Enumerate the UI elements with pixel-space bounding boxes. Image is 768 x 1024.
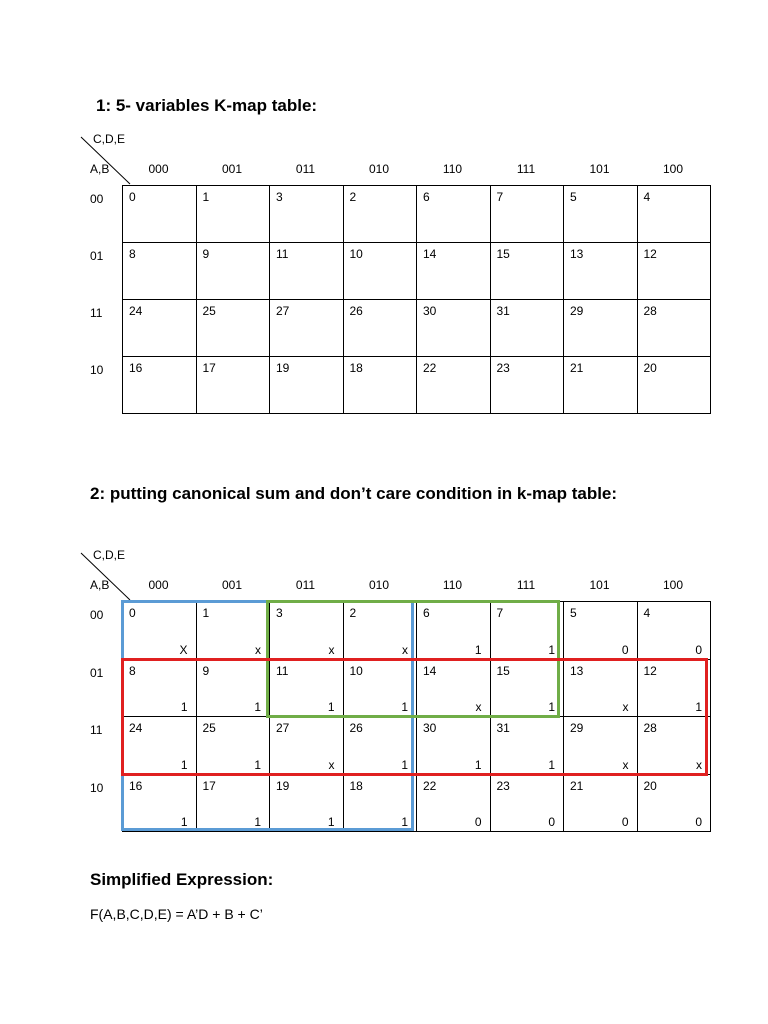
cell-minterm-number: 13 xyxy=(570,247,584,261)
column-header: 001 xyxy=(221,578,243,592)
cell-minterm-number: 11 xyxy=(276,247,289,261)
cell-minterm-number: 0 xyxy=(129,606,136,620)
section1-title: 1: 5- variables K-map table: xyxy=(96,96,318,115)
cell-output-value: 1 xyxy=(180,757,188,772)
kmap-cell xyxy=(123,300,197,357)
cell-minterm-number: 4 xyxy=(643,606,651,620)
cell-output-value: 1 xyxy=(548,642,555,657)
kmap-cell xyxy=(637,774,711,832)
cell-output-value: 1 xyxy=(474,642,482,657)
cell-output-value: 1 xyxy=(401,815,408,829)
cell-output-value: 1 xyxy=(695,700,702,714)
kmap-cell xyxy=(270,243,344,300)
cell-minterm-number: 30 xyxy=(423,721,437,735)
kmap-cell xyxy=(343,357,417,414)
kmap-cell xyxy=(564,300,638,357)
cell-output-value: 1 xyxy=(254,815,261,829)
cell-minterm-number: 18 xyxy=(349,361,363,375)
column-header: 101 xyxy=(589,162,610,176)
cell-minterm-number: 13 xyxy=(570,663,584,678)
cell-output-value: X xyxy=(179,642,188,657)
cell-minterm-number: 14 xyxy=(423,663,437,678)
kmap-cell xyxy=(196,186,270,243)
cell-minterm-number: 0 xyxy=(129,190,136,204)
kmap-cell xyxy=(270,300,344,357)
cell-minterm-number: 5 xyxy=(570,190,577,204)
kmap-cell xyxy=(417,300,491,357)
cell-minterm-number: 30 xyxy=(423,304,437,318)
kmap-cell xyxy=(123,243,197,300)
kmap1-corner-top-label: C,D,E xyxy=(93,132,126,146)
column-header: 001 xyxy=(221,162,243,176)
cell-minterm-number: 5 xyxy=(570,606,577,620)
cell-output-value: x xyxy=(328,642,335,657)
kmap-cell xyxy=(564,357,638,414)
cell-output-value: 1 xyxy=(401,757,408,772)
cell-minterm-number: 22 xyxy=(423,361,437,375)
cell-minterm-number: 28 xyxy=(643,721,657,735)
table-row xyxy=(123,243,711,300)
row-header: 00 xyxy=(90,608,104,622)
cell-output-value: 1 xyxy=(254,700,261,714)
cell-minterm-number: 15 xyxy=(496,247,510,261)
cell-minterm-number: 26 xyxy=(349,721,363,735)
kmap-cell xyxy=(417,774,491,832)
kmap2-corner-top-label: C,D,E xyxy=(93,548,126,562)
kmap-cell xyxy=(343,243,417,300)
table-row xyxy=(123,186,711,243)
row-header: 00 xyxy=(90,192,104,206)
cell-output-value: x xyxy=(696,757,702,772)
kmap-cell xyxy=(637,243,711,300)
row-header: 10 xyxy=(90,780,104,795)
column-header: 111 xyxy=(516,162,536,176)
kmap-cell xyxy=(196,357,270,414)
cell-minterm-number: 21 xyxy=(570,778,584,793)
kmap-cell xyxy=(123,186,197,243)
cell-minterm-number: 23 xyxy=(496,361,510,375)
cell-output-value: x xyxy=(328,757,335,772)
cell-output-value: x xyxy=(622,700,629,714)
cell-minterm-number: 10 xyxy=(349,663,363,678)
kmap-cell xyxy=(564,243,638,300)
cell-output-value: 1 xyxy=(180,815,188,829)
cell-minterm-number: 16 xyxy=(129,361,143,375)
cell-output-value: 1 xyxy=(327,815,335,829)
cell-minterm-number: 27 xyxy=(276,721,290,735)
cell-minterm-number: 11 xyxy=(276,663,289,678)
cell-minterm-number: 20 xyxy=(643,778,657,793)
cell-minterm-number: 25 xyxy=(202,721,216,735)
table-row xyxy=(123,357,711,414)
cell-minterm-number: 24 xyxy=(129,721,143,735)
kmap1-corner-left-label: A,B xyxy=(90,162,110,176)
cell-minterm-number: 21 xyxy=(570,361,584,375)
cell-minterm-number: 24 xyxy=(129,304,143,318)
simplified-expression: F(A,B,C,D,E) = A’D + B + C’ xyxy=(90,906,263,922)
kmap-cell xyxy=(196,243,270,300)
column-header: 110 xyxy=(442,162,463,176)
cell-minterm-number: 3 xyxy=(276,190,283,204)
cell-minterm-number: 15 xyxy=(496,663,510,678)
cell-output-value: 1 xyxy=(474,757,482,772)
simplified-title: Simplified Expression: xyxy=(90,870,274,889)
cell-minterm-number: 3 xyxy=(276,606,283,620)
kmap-cell xyxy=(343,186,417,243)
cell-minterm-number: 28 xyxy=(643,304,657,318)
cell-minterm-number: 29 xyxy=(570,304,584,318)
cell-minterm-number: 4 xyxy=(643,190,651,204)
cell-minterm-number: 12 xyxy=(643,247,657,261)
kmap-cell xyxy=(564,602,638,660)
cell-minterm-number: 7 xyxy=(496,606,504,620)
cell-minterm-number: 6 xyxy=(423,606,430,620)
column-header: 000 xyxy=(148,162,169,176)
cell-output-value: 1 xyxy=(548,700,555,714)
column-header: 010 xyxy=(368,578,390,592)
row-header: 11 xyxy=(90,306,103,320)
kmap2-corner-left-label: A,B xyxy=(90,578,110,592)
row-header: 11 xyxy=(90,723,103,737)
cell-minterm-number: 1 xyxy=(202,606,210,620)
kmap-cell xyxy=(343,300,417,357)
cell-minterm-number: 25 xyxy=(202,304,216,318)
cell-minterm-number: 14 xyxy=(423,247,437,261)
row-header: 01 xyxy=(90,665,104,680)
cell-minterm-number: 17 xyxy=(202,361,216,375)
cell-minterm-number: 9 xyxy=(202,247,210,261)
kmap-cell xyxy=(637,357,711,414)
cell-minterm-number: 19 xyxy=(276,778,290,793)
cell-minterm-number: 2 xyxy=(349,606,357,620)
cell-minterm-number: 27 xyxy=(276,304,290,318)
cell-output-value: 0 xyxy=(621,815,629,829)
cell-output-value: x xyxy=(255,642,261,657)
column-header: 100 xyxy=(662,162,684,176)
row-header: 01 xyxy=(90,249,104,263)
column-header: 111 xyxy=(516,578,536,592)
cell-output-value: 1 xyxy=(327,700,335,714)
kmap-cell xyxy=(196,300,270,357)
cell-output-value: 1 xyxy=(548,757,555,772)
cell-minterm-number: 10 xyxy=(349,247,363,261)
cell-minterm-number: 29 xyxy=(570,721,584,735)
cell-output-value: 1 xyxy=(254,757,261,772)
cell-minterm-number: 19 xyxy=(276,361,290,375)
kmap-cell xyxy=(564,774,638,832)
cell-minterm-number: 12 xyxy=(643,663,657,678)
kmap-cell xyxy=(417,186,491,243)
kmap-cell xyxy=(270,357,344,414)
cell-output-value: x xyxy=(622,757,629,772)
cell-minterm-number: 18 xyxy=(349,778,363,793)
kmap-cell xyxy=(637,300,711,357)
cell-minterm-number: 31 xyxy=(496,721,510,735)
cell-output-value: x xyxy=(402,642,408,657)
cell-minterm-number: 8 xyxy=(129,247,136,261)
kmap-cell xyxy=(490,243,564,300)
cell-minterm-number: 17 xyxy=(202,778,216,793)
cell-output-value: 0 xyxy=(548,815,555,829)
cell-output-value: 0 xyxy=(695,642,702,657)
kmap-cell xyxy=(637,602,711,660)
kmap-cell xyxy=(490,357,564,414)
cell-output-value: 1 xyxy=(401,700,408,714)
kmap-cell xyxy=(490,300,564,357)
column-header: 011 xyxy=(295,162,316,176)
cell-output-value: 0 xyxy=(474,815,482,829)
cell-minterm-number: 2 xyxy=(349,190,357,204)
cell-minterm-number: 8 xyxy=(129,663,136,678)
kmap-cell xyxy=(490,774,564,832)
kmap-cell xyxy=(123,357,197,414)
column-header: 101 xyxy=(589,578,610,592)
cell-minterm-number: 7 xyxy=(496,190,504,204)
column-header: 000 xyxy=(148,578,169,592)
cell-output-value: 0 xyxy=(695,815,702,829)
cell-minterm-number: 1 xyxy=(202,190,210,204)
table-row xyxy=(123,300,711,357)
section2-title: 2: putting canonical sum and don’t care condition in k-map table: xyxy=(90,484,618,503)
column-header: 010 xyxy=(368,162,390,176)
kmap-cell xyxy=(417,357,491,414)
cell-minterm-number: 22 xyxy=(423,778,437,793)
kmap-cell xyxy=(637,186,711,243)
cell-minterm-number: 23 xyxy=(496,778,510,793)
kmap-cell xyxy=(270,186,344,243)
cell-output-value: 0 xyxy=(621,642,629,657)
row-header: 10 xyxy=(90,363,104,377)
column-header: 011 xyxy=(295,578,316,592)
kmap-cell xyxy=(564,186,638,243)
kmap-cell xyxy=(490,186,564,243)
cell-minterm-number: 20 xyxy=(643,361,657,375)
cell-minterm-number: 9 xyxy=(202,663,210,678)
cell-minterm-number: 16 xyxy=(129,778,143,793)
cell-minterm-number: 26 xyxy=(349,304,363,318)
kmap1-table xyxy=(122,185,711,414)
cell-output-value: x xyxy=(475,700,482,714)
cell-output-value: 1 xyxy=(180,700,188,714)
column-header: 100 xyxy=(662,578,684,592)
cell-minterm-number: 31 xyxy=(496,304,510,318)
group-red-outline xyxy=(121,658,708,776)
cell-minterm-number: 6 xyxy=(423,190,430,204)
kmap-cell xyxy=(417,243,491,300)
column-header: 110 xyxy=(442,578,463,592)
